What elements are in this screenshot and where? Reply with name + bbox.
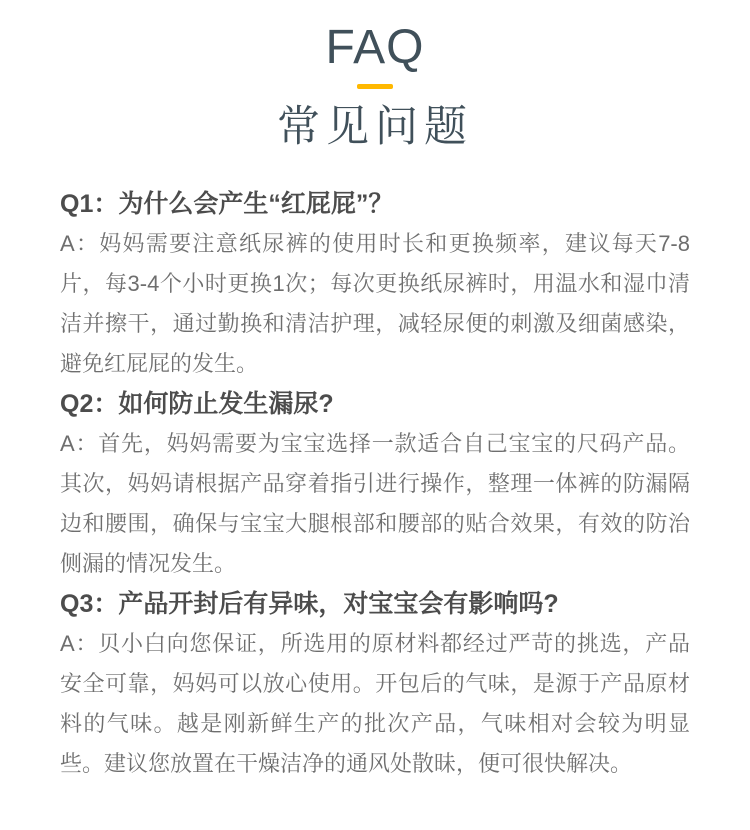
answer-3: A：贝小白向您保证，所选用的原材料都经过严苛的挑选，产品安全可靠，妈妈可以放心使用。开包后的气味，是源于产品原材料的气味。越是刚新鲜生产的批次产品，气味相对会较为明显些。建议您放置在干燥洁净的通风处散昧，便可很快解决。 xyxy=(60,631,690,776)
faq-title-zh: 常见问题 xyxy=(277,103,473,151)
faq-title-en: FAQ xyxy=(325,21,425,74)
faq-item-3 xyxy=(60,584,690,784)
accent-divider xyxy=(357,84,393,89)
question-2: Q2：如何防止发生漏尿? xyxy=(60,390,334,418)
question-1: Q1：为什么会产生“红屁屁”？ xyxy=(60,190,394,218)
question-3: Q3：产品开封后有异味，对宝宝会有影响吗? xyxy=(60,590,559,618)
answer-1: A：妈妈需要注意纸尿裤的使用时长和更换频率，建议每天7-8片，每3-4个小时更换1次；每次更换纸尿裤时，用温水和湿巾清洁并擦干，通过勤换和清洁护理，减轻尿便的刺激及细菌感染，避免红屁屁的发生。 xyxy=(60,231,690,376)
faq-header xyxy=(0,22,750,151)
faq-item-2 xyxy=(60,384,690,584)
answer-2: A：首先，妈妈需要为宝宝选择一款适合自己宝宝的尺码产品。其次，妈妈请根据产品穿着指引进行操作，整理一体裤的防漏隔边和腰围，确保与宝宝大腿根部和腰部的贴合效果，有效的防治侧漏的情况发生。 xyxy=(60,431,690,576)
faq-item-1 xyxy=(60,184,690,384)
faq-list xyxy=(60,184,690,784)
